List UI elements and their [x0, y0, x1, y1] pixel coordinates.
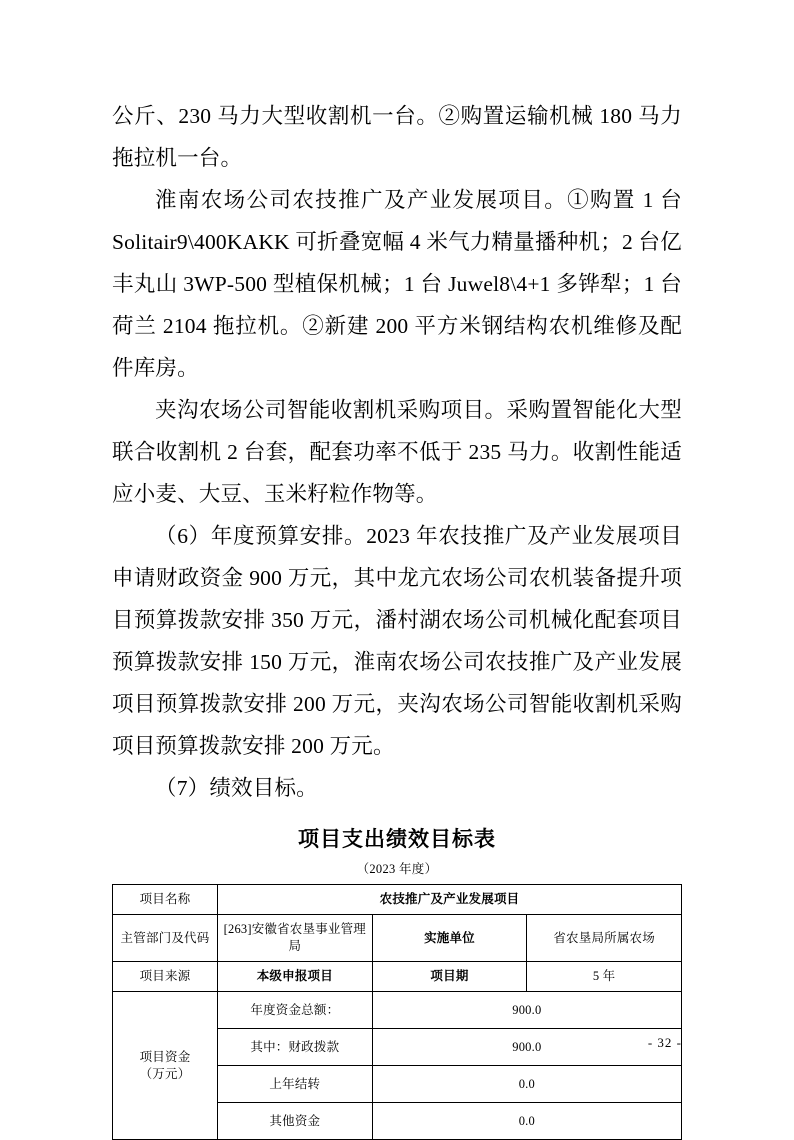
cell-dept-code-value: [263]安徽省农垦事业管理局: [218, 915, 373, 962]
table-row: [113, 992, 682, 1029]
cell-project-name-label: 项目名称: [113, 885, 218, 915]
cell-fund-name: 其他资金: [218, 1103, 373, 1140]
paragraph-5: （7）绩效目标。: [155, 776, 318, 800]
cell-funds-label: [113, 992, 218, 1140]
cell-project-name-value: 农技推广及产业发展项目: [218, 885, 682, 915]
cell-project-source-value: 本级申报项目: [218, 962, 373, 992]
paragraph-2: 淮南农场公司农技推广及产业发展项目。①购置 1 台 Solitair9\400KAKK 可折叠宽幅 4 米气力精量播种机；2 台亿丰丸山 3WP-500 型植保机械；1 台 Juwel8\4+1 多铧犁；1 台荷兰 2104 拖拉机。②新建 200 平方米钢结构农机维修及配件库房。: [112, 188, 682, 380]
table-subtitle: （2023 年度）: [356, 862, 438, 876]
cell-fund-name: 年度资金总额：: [218, 992, 373, 1029]
table-row: [113, 885, 682, 915]
table-title: 项目支出绩效目标表: [298, 828, 496, 851]
funds-label-line2: （万元）: [139, 1066, 191, 1081]
paragraph-1: 公斤、230 马力大型收割机一台。②购置运输机械 180 马力拖拉机一台。: [112, 104, 682, 170]
paragraph-3: 夹沟农场公司智能收割机采购项目。采购置智能化大型联合收割机 2 台套，配套功率不低于 235 马力。收割性能适应小麦、大豆、玉米籽粒作物等。: [112, 398, 682, 506]
cell-project-source-label: 项目来源: [113, 962, 218, 992]
cell-fund-amount: 900.0: [372, 992, 681, 1029]
page-number: - 32 -: [647, 1035, 682, 1050]
cell-fund-name: 其中：财政拨款: [218, 1029, 373, 1066]
cell-fund-amount: 0.0: [372, 1103, 681, 1140]
cell-fund-name: 上年结转: [218, 1066, 373, 1103]
cell-project-period-label: 项目期: [372, 962, 527, 992]
cell-implementer-value: 省农垦局所属农场: [527, 915, 682, 962]
cell-fund-amount: 900.0: [372, 1029, 681, 1066]
funds-label-line1: 项目资金: [139, 1049, 191, 1064]
cell-project-period-value: 5 年: [527, 962, 682, 992]
document-body: [112, 95, 682, 809]
paragraph-4: （6）年度预算安排。2023 年农技推广及产业发展项目申请财政资金 900 万元，其中龙亢农场公司农机装备提升项目预算拨款安排 350 万元，潘村湖农场公司机械化配套项目预算拨款安排 150 万元，淮南农场公司农技推广及产业发展项目预算拨款安排 200 万元，夹沟农场公司智能收割机采购项目预算拨款安排 200 万元。: [112, 524, 682, 758]
table-row: [113, 915, 682, 962]
cell-dept-code-label: 主管部门及代码: [113, 915, 218, 962]
table-row: [113, 962, 682, 992]
cell-implementer-label: 实施单位: [372, 915, 527, 962]
performance-target-table: [112, 884, 682, 1140]
cell-fund-amount: 0.0: [372, 1066, 681, 1103]
